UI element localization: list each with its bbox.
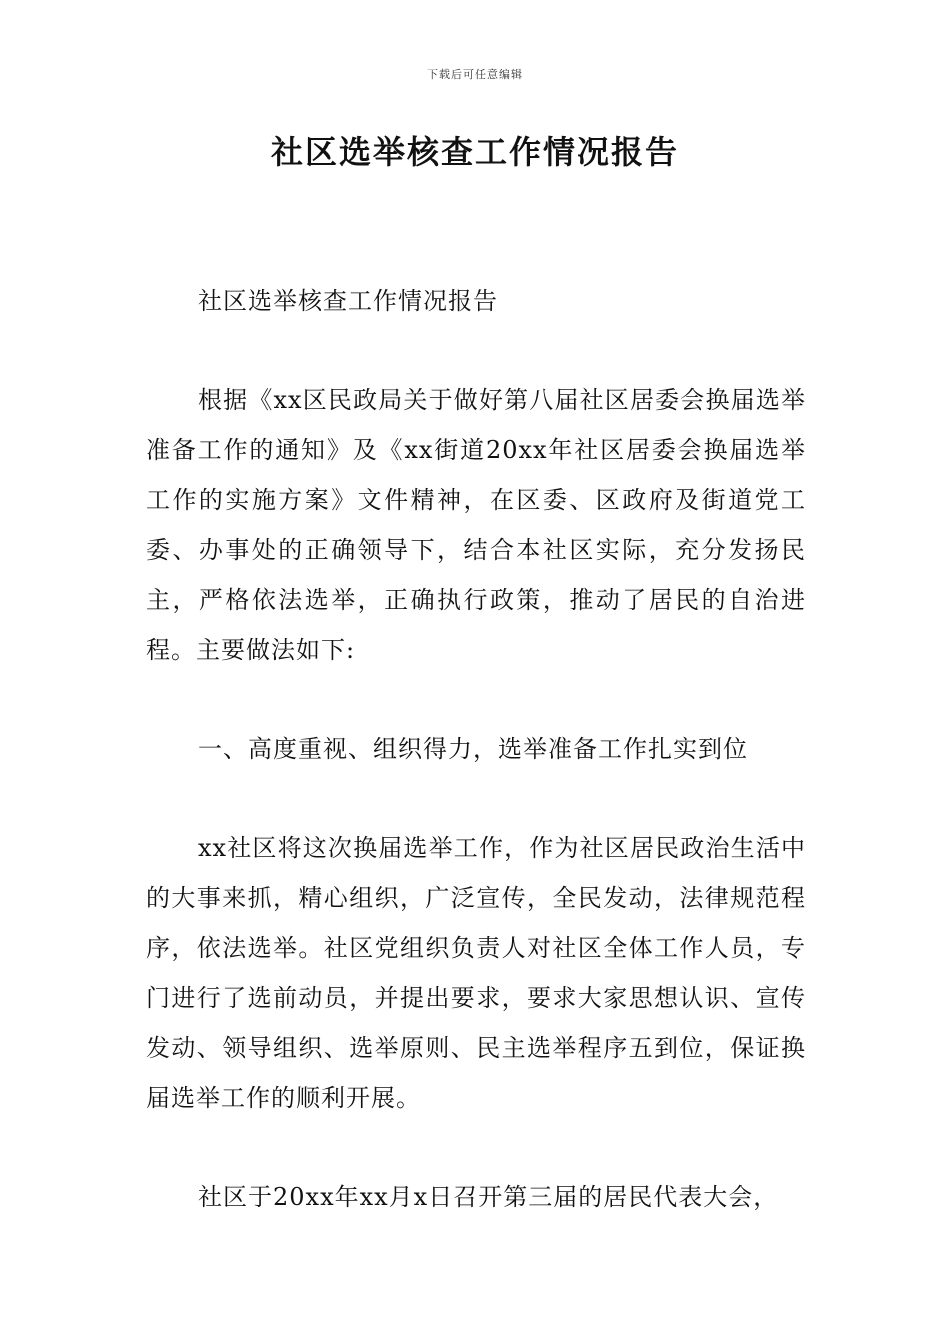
document-title: 社区选举核查工作情况报告 <box>270 133 679 171</box>
paragraph-section-1: xx社区将这次换届选举工作，作为社区居民政治生活中的大事来抓，精心组织，广泛宣传，全民发动，法律规范程序，依法选举。社区党组织负责人对社区全体工作人员，专门进行了选前动员，并提出要求，要求大家思想认识、宣传发动、领导组织、选举原则、民主选举程序五到位，保证换届选举工作的顺利开展。 <box>146 834 806 1112</box>
header-note: 下载后可任意编辑 <box>427 68 523 81</box>
body-subtitle: 社区选举核查工作情况报告 <box>198 287 498 315</box>
paragraph-intro: 根据《xx区民政局关于做好第八届社区居委会换届选举准备工作的通知》及《xx街道20xx年社区居委会换届选举工作的实施方案》文件精神，在区委、区政府及街道党工委、办事处的正确领导下，结合本社区实际，充分发扬民主，严格依法选举，正确执行政策，推动了居民的自治进程。主要做法如下: <box>146 386 806 664</box>
section-heading-1: 一、高度重视、组织得力，选举准备工作扎实到位 <box>198 735 748 763</box>
paragraph-meeting: 社区于20xx年xx月x日召开第三届的居民代表大会， <box>198 1183 779 1211</box>
document-body <box>146 276 806 1271</box>
